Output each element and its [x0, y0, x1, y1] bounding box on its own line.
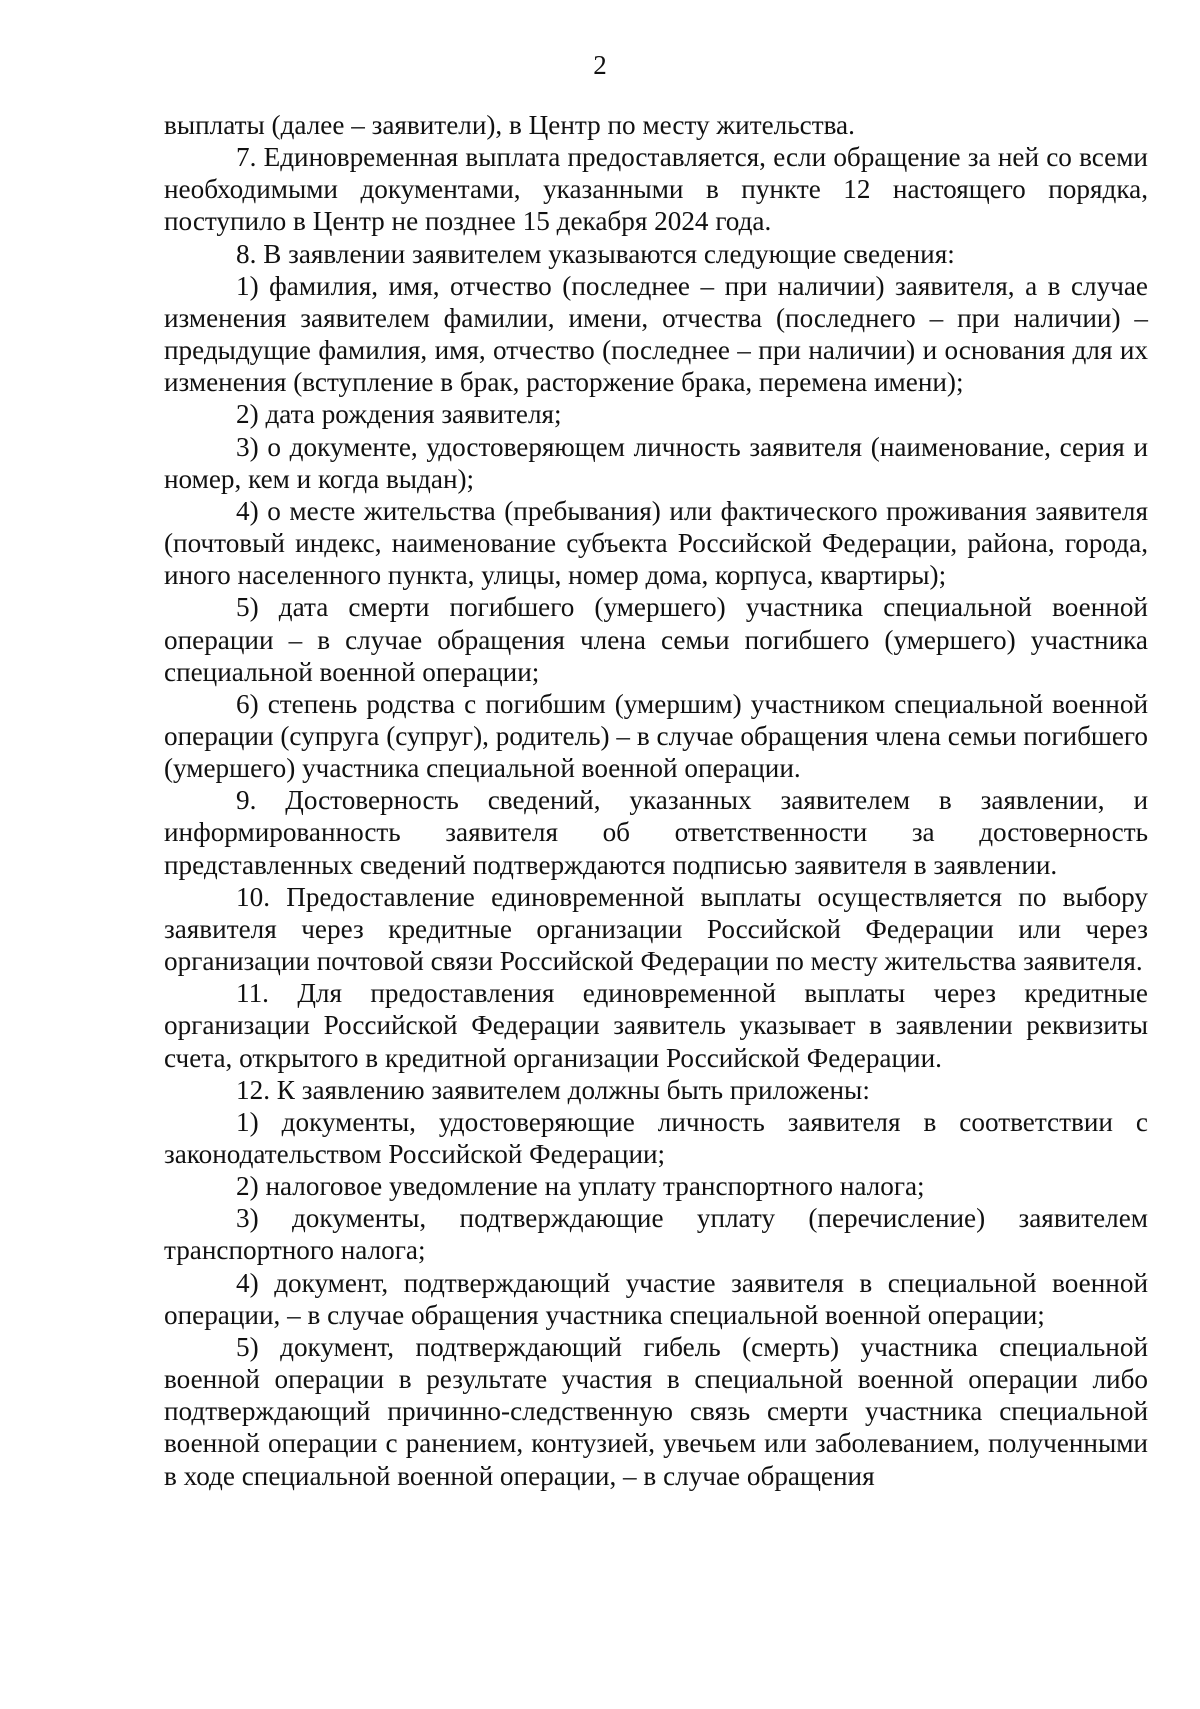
- paragraph-12: 12. К заявлению заявителем должны быть приложены:: [236, 1074, 870, 1105]
- paragraph-10: 10. Предоставление единовременной выплаты осуществляется по выбору заявителя через кредитные организации Российской Федерации или через организации почтовой связи Российской Федерации по месту жительства заявителя.: [164, 881, 1148, 977]
- paragraph-7: 7. Единовременная выплата предоставляется, если обращение за ней со всеми необходимыми документами, указанными в пункте 12 настоящего порядка, поступило в Центр не позднее 15 декабря 2024 года.: [164, 142, 1148, 237]
- paragraph-12-item-1: 1) документы, удостоверяющие личность заявителя в соответствии с законодательством Российской Федерации;: [164, 1106, 1148, 1169]
- paragraph-12-item-3: 3) документы, подтверждающие уплату (перечисление) заявителем транспортного налога;: [164, 1203, 1148, 1266]
- paragraph-8: 8. В заявлении заявителем указываются следующие сведения:: [236, 238, 955, 269]
- paragraph-continuation: выплаты (далее – заявители), в Центр по месту жительства.: [164, 110, 855, 140]
- paragraph-8-item-1: 1) фамилия, имя, отчество (последнее – при наличии) заявителя, а в случае изменения заявителем фамилии, имени, отчества (последнего – при наличии) – предыдущие фамилия, имя, отчество (последнее – при наличии) и основания для их изменения (вступление в брак, расторжение брака, перемена имени);: [164, 270, 1148, 398]
- paragraph-8-item-4: 4) о месте жительства (пребывания) или фактического проживания заявителя (почтовый индекс, наименование субъекта Российской Федерации, района, города, иного населенного пункта, улицы, номер дома, корпуса, квартиры);: [164, 495, 1148, 591]
- paragraph-12-item-4: 4) документ, подтверждающий участие заявителя в специальной военной операции, – в случае обращения участника специальной военной операции;: [164, 1267, 1148, 1330]
- paragraph-12-item-5: 5) документ, подтверждающий гибель (смерть) участника специальной военной операции в результате участия в специальной военной операции либо подтверждающий причинно-следственную связь смерти участника специальной военной операции с ранением, контузией, увечьем или заболеванием, полученными в ходе специальной военной операции, – в случае обращения: [164, 1331, 1148, 1491]
- paragraph-8-item-5: 5) дата смерти погибшего (умершего) участника специальной военной операции – в случае обращения члена семьи погибшего (умершего) участника специальной военной операции;: [164, 592, 1148, 687]
- page-number: 2: [593, 50, 607, 80]
- document-body: [164, 109, 1148, 1492]
- paragraph-8-item-3: 3) о документе, удостоверяющем личность заявителя (наименование, серия и номер, кем и когда выдан);: [164, 431, 1148, 494]
- paragraph-8-item-6: 6) степень родства с погибшим (умершим) участником специальной военной операции (супруга (супруг), родитель) – в случае обращения члена семьи погибшего (умершего) участника специальной военной операции.: [164, 688, 1148, 784]
- paragraph-11: 11. Для предоставления единовременной выплаты через кредитные организации Российской Федерации заявитель указывает в заявлении реквизиты счета, открытого в кредитной организации Российской Федерации.: [164, 978, 1148, 1073]
- paragraph-9: 9. Достоверность сведений, указанных заявителем в заявлении, и информированность заявителя об ответственности за достоверность представленных сведений подтверждаются подписью заявителя в заявлении.: [164, 785, 1148, 880]
- paragraph-12-item-2: 2) налоговое уведомление на уплату транспортного налога;: [236, 1171, 925, 1202]
- paragraph-8-item-2: 2) дата рождения заявителя;: [236, 399, 562, 430]
